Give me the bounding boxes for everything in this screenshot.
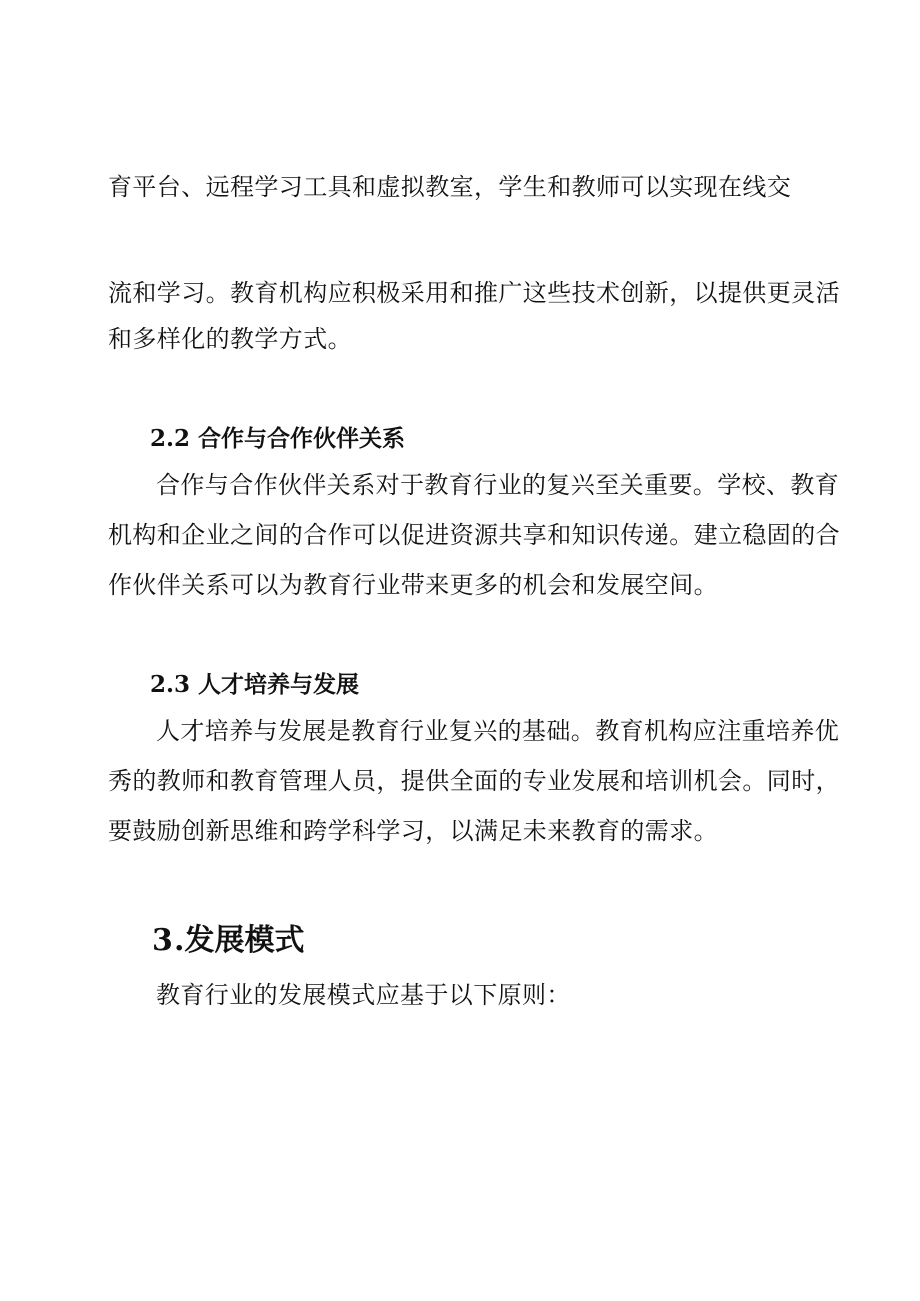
section-2-2-line-1: 合作与合作伙伴关系对于教育行业的复兴至关重要。学校、教育: [156, 471, 840, 499]
intro-line-3: 和多样化的教学方式。: [108, 325, 352, 353]
section-2-3-line-2: 秀的教师和教育管理人员，提供全面的专业发展和培训机会。同时，: [108, 767, 840, 795]
section-2-3-line-1: 人才培养与发展是教育行业复兴的基础。教育机构应注重培养优: [156, 717, 840, 745]
section-2-3-title: 人才培养与发展: [198, 671, 359, 698]
intro-line-2: 流和学习。教育机构应积极采用和推广这些技术创新，以提供更灵活: [108, 279, 840, 307]
section-2-3-heading: [150, 670, 359, 700]
section-3-heading: [152, 923, 304, 959]
section-3-number: 3: [152, 923, 173, 958]
section-2-2-heading: [150, 424, 405, 454]
section-2-3-line-3: 要鼓励创新思维和跨学科学习，以满足未来教育的需求。: [108, 817, 718, 845]
section-2-2-line-2: 机构和企业之间的合作可以促进资源共享和知识传递。建立稳固的合: [108, 521, 840, 549]
section-2-2-number: 2.2: [150, 425, 191, 452]
intro-line-1: 育平台、远程学习工具和虚拟教室，学生和教师可以实现在线交: [108, 173, 792, 201]
section-2-3-number: 2.3: [150, 671, 191, 698]
section-3-line-1: 教育行业的发展模式应基于以下原则：: [156, 981, 571, 1009]
section-2-2-title: 合作与合作伙伴关系: [198, 425, 405, 452]
section-2-2-line-3: 作伙伴关系可以为教育行业带来更多的机会和发展空间。: [108, 571, 718, 599]
section-3-title: .发展模式: [174, 923, 305, 958]
